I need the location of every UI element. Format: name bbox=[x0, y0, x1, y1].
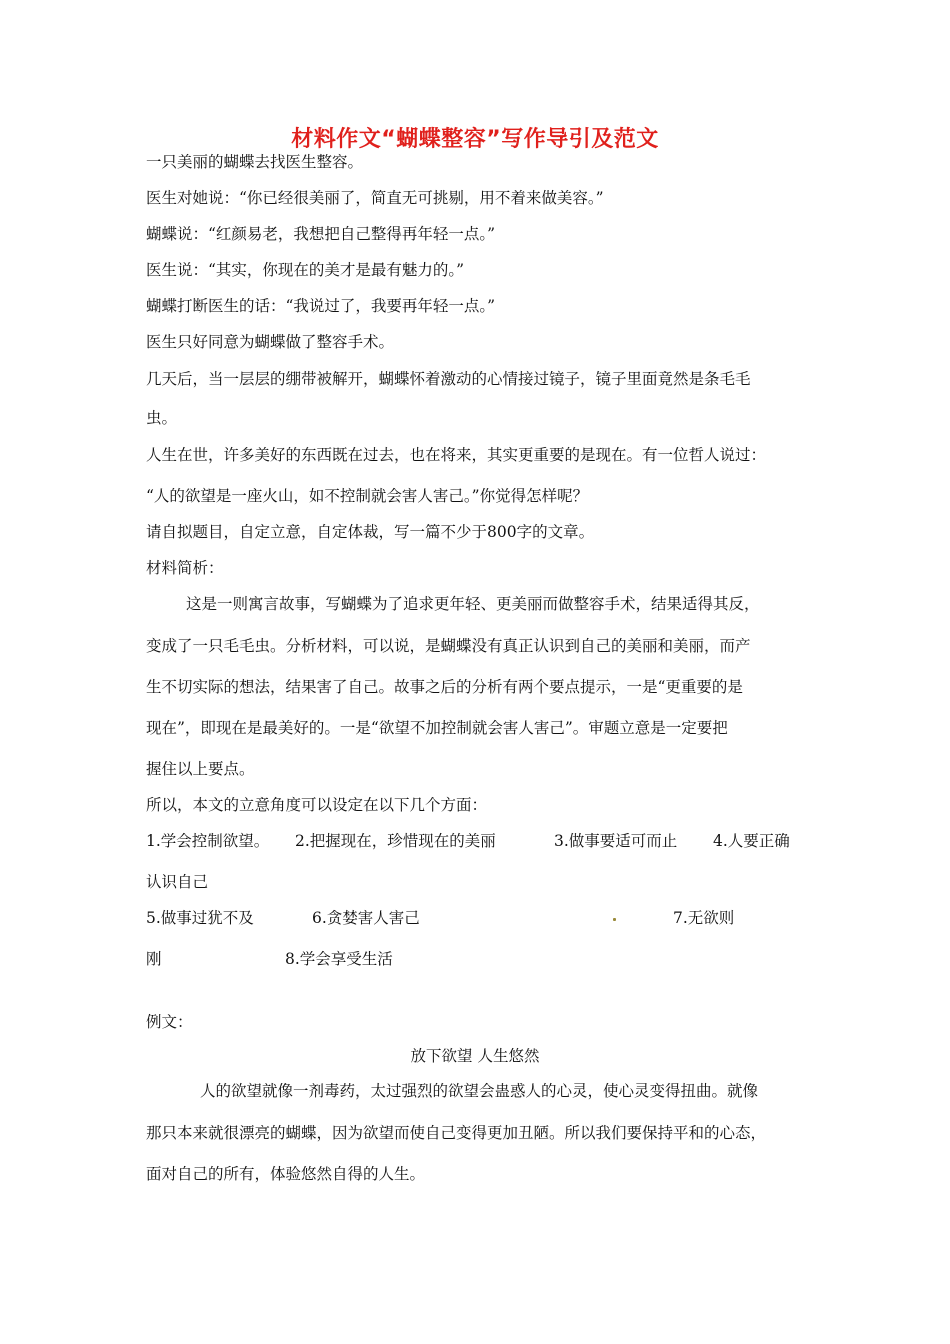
stray-mark bbox=[613, 918, 616, 921]
prompt-line: 请自拟题目，自定立意，自定体裁，写一篇不少于800字的文章。 bbox=[146, 523, 595, 541]
angle-item: 2.把握现在，珍惜现在的美丽 bbox=[295, 832, 496, 850]
example-label: 例文： bbox=[146, 1013, 193, 1031]
story-line: 蝴蝶打断医生的话：“我说过了，我要再年轻一点。” bbox=[146, 297, 496, 315]
angle-item: 认识自己 bbox=[146, 873, 209, 891]
story-line: 医生说：“其实，你现在的美才是最有魅力的。” bbox=[146, 261, 465, 279]
analysis-line: 生不切实际的想法，结果害了自己。故事之后的分析有两个要点提示，一是“更重要的是 bbox=[146, 678, 743, 696]
angle-item: 7.无欲则 bbox=[673, 909, 735, 927]
story-line: 医生对她说：“你已经很美丽了，简直无可挑剔，用不着来做美容。” bbox=[146, 189, 604, 207]
example-title: 放下欲望 人生悠然 bbox=[410, 1047, 540, 1065]
analysis-line: 变成了一只毛毛虫。分析材料，可以说，是蝴蝶没有真正认识到自己的美丽和美丽，而产 bbox=[146, 637, 751, 655]
analysis-line: 现在”，即现在是最美好的。一是“欲望不加控制就会害人害己”。审题立意是一定要把 bbox=[146, 719, 728, 737]
angle-item: 5.做事过犹不及 bbox=[146, 909, 254, 927]
analysis-line: 握住以上要点。 bbox=[146, 760, 255, 778]
angle-item: 4.人要正确 bbox=[713, 832, 790, 850]
story-line: 人生在世，许多美好的东西既在过去，也在将来，其实更重要的是现在。有一位哲人说过： bbox=[146, 446, 767, 464]
story-line: 一只美丽的蝴蝶去找医生整容。 bbox=[146, 153, 364, 171]
angle-item: 3.做事要适可而止 bbox=[554, 832, 678, 850]
angle-item: 1.学会控制欲望。 bbox=[146, 832, 270, 850]
story-line: 医生只好同意为蝴蝶做了整容手术。 bbox=[146, 333, 395, 351]
angle-item: 8.学会享受生活 bbox=[285, 950, 393, 968]
angle-item: 刚 bbox=[146, 950, 162, 968]
analysis-heading: 材料简析： bbox=[146, 559, 224, 577]
angle-item: 6.贪婪害人害己 bbox=[312, 909, 420, 927]
analysis-line: 这是一则寓言故事，写蝴蝶为了追求更年轻、更美丽而做整容手术，结果适得其反， bbox=[186, 595, 760, 613]
example-line: 面对自己的所有，体验悠然自得的人生。 bbox=[146, 1165, 426, 1183]
story-line: 几天后，当一层层的绷带被解开，蝴蝶怀着激动的心情接过镜子，镜子里面竟然是条毛毛 bbox=[146, 370, 751, 388]
angles-intro: 所以，本文的立意角度可以设定在以下几个方面： bbox=[146, 796, 488, 814]
page-title: 材料作文“蝴蝶整容”写作导引及范文 bbox=[291, 127, 659, 152]
story-line: “人的欲望是一座火山，如不控制就会害人害己。”你觉得怎样呢？ bbox=[146, 487, 589, 505]
example-line: 那只本来就很漂亮的蝴蝶，因为欲望而使自己变得更加丑陋。所以我们要保持平和的心态， bbox=[146, 1124, 767, 1142]
story-line: 蝴蝶说：“红颜易老，我想把自己整得再年轻一点。” bbox=[146, 225, 496, 243]
story-line: 虫。 bbox=[146, 409, 178, 427]
example-line: 人的欲望就像一剂毒药，太过强烈的欲望会蛊惑人的心灵，使心灵变得扭曲。就像 bbox=[200, 1082, 759, 1100]
